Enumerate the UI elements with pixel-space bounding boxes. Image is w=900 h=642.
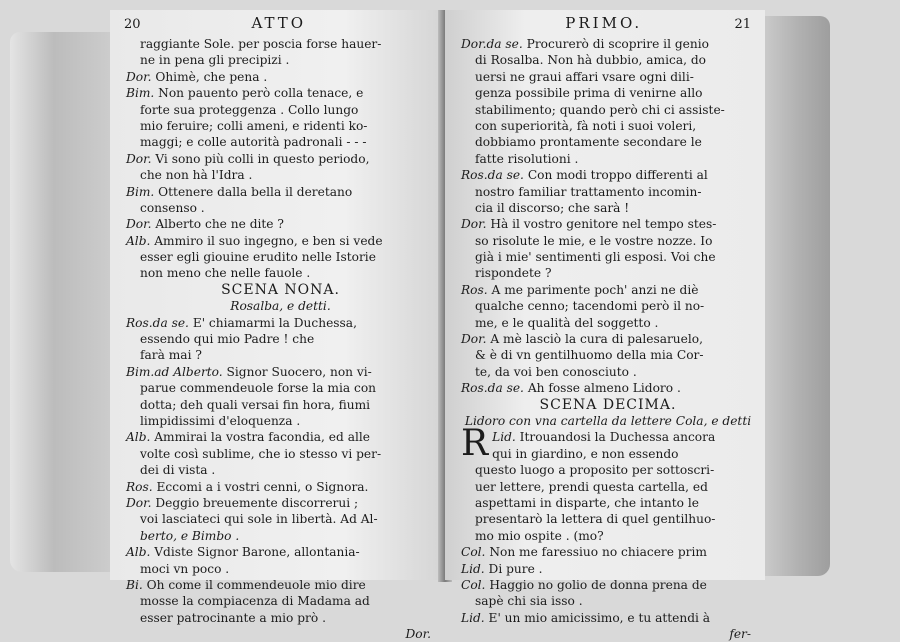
speaker-label: Col. xyxy=(461,577,486,592)
text-line xyxy=(126,511,435,527)
text-line xyxy=(126,462,435,478)
speaker-label: Bim. xyxy=(126,184,155,199)
line-text: qualche cenno; tacendomi però il no- xyxy=(475,299,705,314)
line-text: raggiante Sole. per poscia forse hauer- xyxy=(140,37,382,51)
line-text: che non hà l'Idra . xyxy=(140,168,253,183)
line-text: maggi; e colle autorità padronali - - - xyxy=(140,135,367,150)
catchword: fer- xyxy=(729,627,751,642)
scene-title: SCENA NONA. xyxy=(221,281,340,298)
text-line xyxy=(461,200,755,216)
line-text: aspettami in disparte, che intanto le xyxy=(475,495,699,510)
line-text: mosse la compiacenza di Madama ad xyxy=(140,594,370,609)
text-line xyxy=(461,479,755,495)
line-text: Itrouandosi la Duchessa ancora xyxy=(519,430,716,445)
text-line xyxy=(461,298,755,314)
line-text: Con modi troppo differenti al xyxy=(527,168,708,183)
line-text: me, e le qualità del soggetto . xyxy=(475,315,659,330)
text-line xyxy=(126,446,435,462)
line-text: E' un mio amicissimo, e tu attendi à xyxy=(488,610,711,625)
speaker-label: Bim. xyxy=(126,86,155,101)
text-line xyxy=(461,511,755,527)
line-text: con superiorità, fà noti i suoi voleri, xyxy=(475,118,697,133)
speaker-label: Bi. xyxy=(126,577,143,592)
line-text: stabilimento; quando però chi ci assiste- xyxy=(475,102,725,117)
left-running-head xyxy=(110,10,445,36)
text-line xyxy=(126,429,435,445)
line-text: Oh come il commendeuole mio dire xyxy=(146,577,366,592)
text-line xyxy=(126,184,435,200)
line-text: fatte risolutioni . xyxy=(475,151,579,166)
speaker-label: Dor. xyxy=(126,495,152,510)
speaker-label: Bim.ad Alberto. xyxy=(126,364,223,379)
text-line xyxy=(461,347,755,363)
line-text: A mè lasciò la cura di palesaruelo, xyxy=(490,332,703,347)
line-text: A me parimente poch' anzi ne diè xyxy=(491,282,699,297)
line-text: mio feruire; colli ameni, e ridenti ko- xyxy=(140,118,368,133)
line-text: so risolute le mie, e le vostre nozze. Io xyxy=(475,233,713,248)
text-line xyxy=(461,593,755,609)
text-line xyxy=(126,561,435,577)
text-line xyxy=(461,462,755,478)
line-text: & è di vn gentilhuomo della mia Cor- xyxy=(475,348,704,363)
speaker-label: Dor. xyxy=(461,332,487,347)
text-line xyxy=(126,167,435,183)
line-text: Signor Suocero, non vi- xyxy=(226,364,372,379)
left-page-text xyxy=(110,36,445,642)
scene-persons: Lidoro con vna cartella da lettere Cola, e detti xyxy=(464,413,752,428)
text-line xyxy=(126,265,435,281)
text-line xyxy=(461,216,755,232)
speaker-label: Dor. xyxy=(126,69,152,84)
text-line xyxy=(126,134,435,150)
text-line xyxy=(126,69,435,85)
text-line xyxy=(461,495,755,511)
page-number: 20 xyxy=(124,17,141,32)
line-text: moci vn poco . xyxy=(140,561,230,576)
speaker-label: Dor. xyxy=(126,217,152,232)
text-line xyxy=(461,610,755,626)
speaker-label: Alb. xyxy=(126,233,151,248)
line-text: Ohimè, che pena . xyxy=(155,69,268,84)
text-line xyxy=(126,36,435,52)
line-text: ne in pena gli precipizi . xyxy=(140,53,290,68)
line-text: Ah fosse almeno Lidoro . xyxy=(527,381,681,396)
line-text: Eccomi a i vostri cenni, o Signora. xyxy=(156,479,369,494)
right-running-head xyxy=(445,10,765,36)
line-text: Alberto che ne dite ? xyxy=(155,217,284,232)
text-line xyxy=(126,331,435,347)
text-line xyxy=(461,577,755,593)
line-text: Non pauento però colla tenace, e xyxy=(158,86,364,101)
text-line xyxy=(461,69,755,85)
speaker-label: Dor. xyxy=(461,217,487,232)
line-text: Procurerò di scoprire il genio xyxy=(526,37,709,51)
line-text: te, da voi ben conosciuto . xyxy=(475,364,637,379)
speaker-label: Dor.da se. xyxy=(461,37,523,51)
running-head-title: PRIMO. xyxy=(565,14,643,32)
line-text: uersi ne graui affari vsare ogni dili- xyxy=(475,69,694,84)
text-line xyxy=(461,151,755,167)
line-text: dotta; deh quali versai fin hora, fiumi xyxy=(140,397,371,412)
left-page xyxy=(110,10,445,642)
line-text: questo luogo a proposito per sottoscri- xyxy=(475,463,715,478)
text-line xyxy=(126,544,435,560)
text-line xyxy=(461,446,755,462)
line-text: forte sua proteggenza . Collo lungo xyxy=(140,102,359,117)
text-line xyxy=(126,479,435,495)
text-line xyxy=(126,151,435,167)
text-line xyxy=(126,593,435,609)
scene-persons: Rosalba, e detti. xyxy=(230,299,331,314)
text-line xyxy=(461,85,755,101)
speaker-label: Lid. xyxy=(461,561,485,576)
line-text: rispondete ? xyxy=(475,266,552,281)
line-text: consenso . xyxy=(140,200,205,215)
speaker-label: Alb. xyxy=(126,430,151,445)
text-line xyxy=(461,52,755,68)
text-line xyxy=(461,36,755,52)
text-line xyxy=(126,610,435,626)
line-text: uer lettere, prendi questa cartella, ed xyxy=(475,479,708,494)
line-text: Hà il vostro genitore nel tempo stes- xyxy=(490,217,717,232)
line-text: Ammiro il suo ingegno, e ben si vede xyxy=(154,233,383,248)
line-text: Vi sono più colli in questo periodo, xyxy=(155,151,370,166)
text-line xyxy=(126,347,435,363)
text-line xyxy=(461,265,755,281)
line-text: nostro familiar trattamento incomin- xyxy=(475,184,702,199)
speaker-label: Alb. xyxy=(126,545,151,560)
line-text: presentarò la lettera di quel gentilhuo- xyxy=(475,512,716,527)
line-text: farà mai ? xyxy=(140,348,202,363)
speaker-label: Ros. xyxy=(126,479,153,494)
line-text: genza possibile prima di venirne allo xyxy=(475,86,703,101)
line-text: Vdiste Signor Barone, allontania- xyxy=(154,545,360,560)
text-line xyxy=(461,184,755,200)
page-number: 21 xyxy=(734,17,751,32)
speaker-label: Lid. xyxy=(492,430,516,445)
text-line xyxy=(126,118,435,134)
drop-cap: R xyxy=(461,423,489,465)
text-line xyxy=(461,249,755,265)
speaker-label: Ros.da se. xyxy=(126,315,189,330)
text-line xyxy=(126,364,435,380)
line-text: limpidissimi d'eloquenza . xyxy=(140,413,301,428)
line-text: Ammirai la vostra facondia, ed alle xyxy=(154,430,370,445)
scene-title: SCENA DECIMA. xyxy=(539,396,677,413)
text-line xyxy=(126,577,435,593)
text-line xyxy=(461,544,755,560)
text-line xyxy=(126,249,435,265)
speaker-label: Col. xyxy=(461,545,486,560)
catchword: Dor. xyxy=(405,627,431,642)
line-text: essendo qui mio Padre ! che xyxy=(140,332,315,347)
line-text: già i mie' sentimenti gli esposi. Voi che xyxy=(475,250,716,265)
text-line xyxy=(126,85,435,101)
line-text: E' chiamarmi la Duchessa, xyxy=(192,315,357,330)
text-line xyxy=(461,102,755,118)
line-text: dobbiamo prontamente secondare le xyxy=(475,135,702,150)
text-line xyxy=(126,380,435,396)
line-text: parue commendeuole forse la mia con xyxy=(140,381,377,396)
line-text: esser patrocinante a mio prò . xyxy=(140,610,326,625)
speaker-label: Lid. xyxy=(461,610,485,625)
line-text: volte così sublime, che io stesso vi per- xyxy=(140,446,382,461)
speaker-label: Ros.da se. xyxy=(461,381,524,396)
line-text: Haggio no golio de donna prena de xyxy=(489,577,707,592)
text-line xyxy=(126,397,435,413)
text-line xyxy=(461,561,755,577)
text-line xyxy=(461,315,755,331)
line-text: Di pure . xyxy=(488,561,543,576)
line-text: sapè chi sia isso . xyxy=(475,594,583,609)
running-head-title: ATTO xyxy=(251,14,307,32)
line-text: Deggio breuemente discorrerui ; xyxy=(155,495,359,510)
text-line xyxy=(461,364,755,380)
text-line xyxy=(126,102,435,118)
text-line xyxy=(461,331,755,347)
text-line xyxy=(126,495,435,511)
text-line xyxy=(461,282,755,298)
text-line xyxy=(461,118,755,134)
line-text: berto, e Bimbo . xyxy=(140,528,240,543)
line-text: qui in giardino, e non essendo xyxy=(492,446,679,461)
text-line xyxy=(461,233,755,249)
text-line xyxy=(126,528,435,544)
text-line xyxy=(461,380,755,396)
right-page xyxy=(445,10,765,642)
line-text: esser egli giouine erudito nelle Istorie xyxy=(140,250,376,265)
line-text: di Rosalba. Non hà dubbio, amica, do xyxy=(475,53,706,68)
line-text: dei di vista . xyxy=(140,463,216,478)
speaker-label: Ros.da se. xyxy=(461,168,524,183)
text-line xyxy=(461,134,755,150)
left-fore-edge xyxy=(10,32,120,572)
line-text: cia il discorso; che sarà ! xyxy=(475,200,630,215)
text-line xyxy=(126,216,435,232)
right-page-text xyxy=(445,36,765,642)
line-text: voi lasciateci qui sole in libertà. Ad Al- xyxy=(140,512,378,527)
line-text: Ottenere dalla bella il deretano xyxy=(158,184,353,199)
right-fore-edge xyxy=(760,16,830,576)
text-line xyxy=(461,528,755,544)
text-line xyxy=(126,52,435,68)
text-line xyxy=(461,167,755,183)
text-line xyxy=(126,413,435,429)
text-line xyxy=(126,233,435,249)
line-text: mo mio ospite . (mo? xyxy=(475,528,604,543)
text-line xyxy=(126,315,435,331)
line-text: Non me faressiuo no chiacere prim xyxy=(489,545,707,560)
text-line xyxy=(126,200,435,216)
speaker-label: Dor. xyxy=(126,151,152,166)
speaker-label: Ros. xyxy=(461,282,488,297)
line-text: non meno che nelle fauole . xyxy=(140,266,311,281)
